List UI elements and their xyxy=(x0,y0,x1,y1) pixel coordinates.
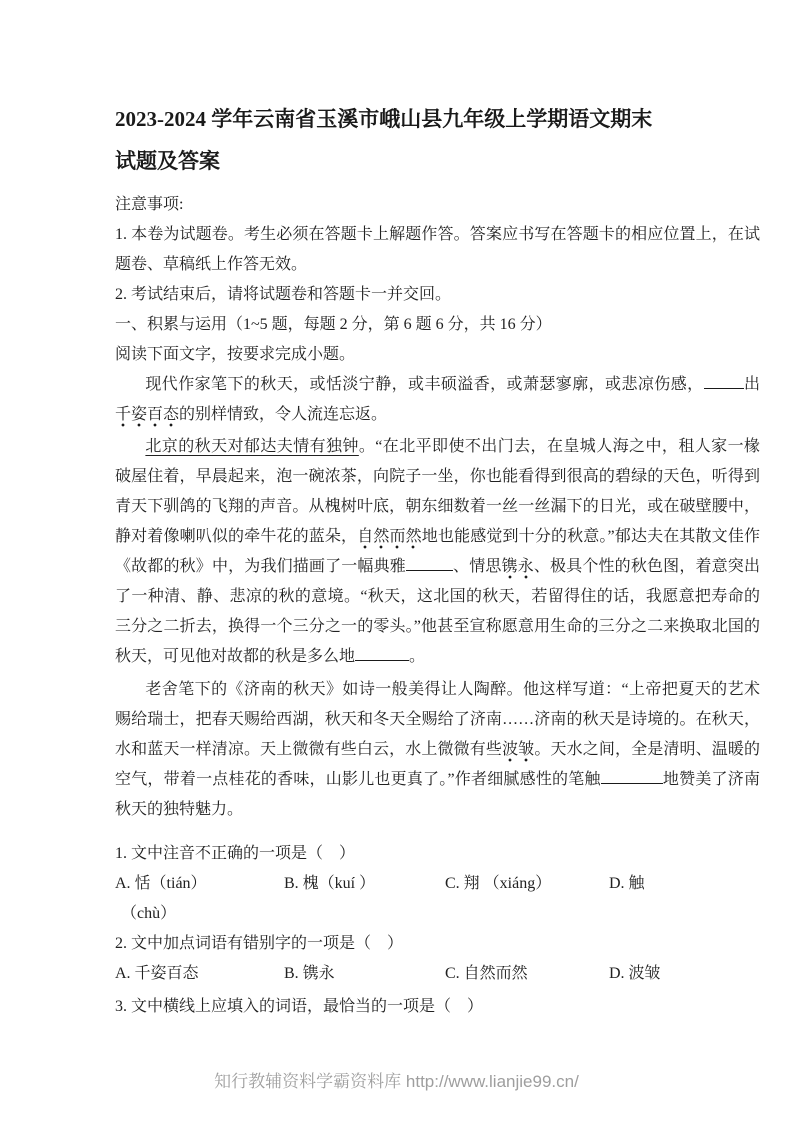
passage-intro: 阅读下面文字，按要求完成小题。 xyxy=(115,346,356,363)
question-2-option-b: B. 镌永 xyxy=(284,965,335,982)
footer-link[interactable]: 知行教辅资料学霸资料库 http://www.lianjie99.cn/ xyxy=(214,1072,579,1091)
text-segment: 。 xyxy=(409,648,426,665)
question-3-stem: 3. 文中横线上应填入的词语，最恰当的一项是（ ） xyxy=(115,998,484,1015)
title-line-2: 试题及答案 xyxy=(115,149,220,173)
question-1-stem: 1. 文中注音不正确的一项是（ ） xyxy=(115,845,356,862)
passage-paragraph-2 xyxy=(115,432,760,672)
text-segment: 。天水之间，全是清明、温暖的空气，带着一点桂花的香味，山影儿也更真了。”作者细腻感性的笔触 xyxy=(115,741,760,788)
emphasized-text: 自然而然 xyxy=(357,528,422,550)
blank-line xyxy=(355,646,409,661)
passage-paragraph-3 xyxy=(115,675,760,825)
blank-line xyxy=(704,374,744,389)
notice-item-2: 2. 考试结束后，请将试题卷和答题卡一并交回。 xyxy=(115,286,452,303)
question-1-options xyxy=(115,869,760,899)
emphasized-text: 镌永 xyxy=(502,558,534,580)
question-2-option-a: A. 千姿百态 xyxy=(115,965,199,982)
page-title xyxy=(115,0,760,182)
text-segment: 、情思 xyxy=(452,558,502,575)
text-segment: 出 xyxy=(743,376,760,393)
text-segment: 地也能感觉到十分的秋意。”郁达夫在其散文佳作《故都的秋》中，为我们描画了一幅典雅 xyxy=(115,528,760,575)
question-2-options xyxy=(115,959,760,989)
question-2-option-d: D. 波皱 xyxy=(609,965,661,982)
page-content xyxy=(115,0,760,1022)
title-line-1: 2023-2024 学年云南省玉溪市峨山县九年级上学期语文期末 xyxy=(115,107,653,131)
blank-line xyxy=(406,556,453,571)
text-segment: 地赞美了济南秋天的独特魅力。 xyxy=(115,771,760,818)
emphasized-text: 波皱 xyxy=(502,741,534,763)
underlined-text: 北京的秋天对郁达夫情有独钟 xyxy=(145,438,359,455)
text-segment: 现代作家笔下的秋天，或恬淡宁静，或丰硕溢香，或萧瑟寥廓，或悲凉伤感， xyxy=(145,376,704,393)
question-1-option-d: D. 触 xyxy=(609,875,645,892)
page-footer xyxy=(0,1070,793,1094)
passage-paragraph-1 xyxy=(115,370,760,430)
text-segment: 、极具个性的秋色图，着意突出了一种清、静、悲凉的秋的意境。“秋天，这北国的秋天，若留得住的话，我愿意把寿命的三分之二折去，换得一个三分之一的零头。”他甚至宣称愿意用生命的三分之二来换取北国的秋天，可见他对故都的秋是多么地 xyxy=(115,558,760,665)
text-segment: 的别样情致，令人流连忘返。 xyxy=(179,406,388,423)
question-2-stem: 2. 文中加点词语有错别字的一项是（ ） xyxy=(115,935,404,952)
question-2-option-c: C. 自然而然 xyxy=(445,965,528,982)
question-1-option-b: B. 槐（kuí ） xyxy=(284,875,376,892)
question-1-option-a: A. 恬（tián） xyxy=(115,875,207,892)
notice-item-1: 1. 本卷为试题卷。考生必须在答题卡上解题作答。答案应书写在答题卡的相应位置上，在试题卷、草稿纸上作答无效。 xyxy=(115,226,760,273)
notice-heading: 注意事项: xyxy=(115,196,184,213)
text-segment: 老舍笔下的《济南的秋天》如诗一般美得让人陶醉。他这样写道：“上帝把夏天的艺术赐给瑞士，把春天赐给西湖，秋天和冬天全赐给了济南……济南的秋天是诗境的。在秋天，水和蓝天一样清凉。天上微微有些白云，水上微微有些 xyxy=(115,681,760,758)
text-segment: 。“在北平即使不出门去，在皇城人海之中，租人家一椽破屋住着，早晨起来，泡一碗浓茶，向院子一坐，你也能看得到很高的碧绿的天色，听得到青天下驯鸽的飞翔的声音。从槐树叶底，朝东细数着一丝一丝漏下的日光，或在破壁腰中，静对着像喇叭似的牵牛花的蓝朵， xyxy=(115,438,760,545)
question-1-option-c: C. 翔 （xiáng） xyxy=(445,875,552,892)
section-heading: 一、积累与运用（1~5 题，每题 2 分，第 6 题 6 分，共 16 分） xyxy=(115,316,552,333)
question-1-option-d-continuation: （chù） xyxy=(121,905,177,922)
blank-line xyxy=(601,769,663,784)
emphasized-text: 千姿百态 xyxy=(115,406,179,428)
